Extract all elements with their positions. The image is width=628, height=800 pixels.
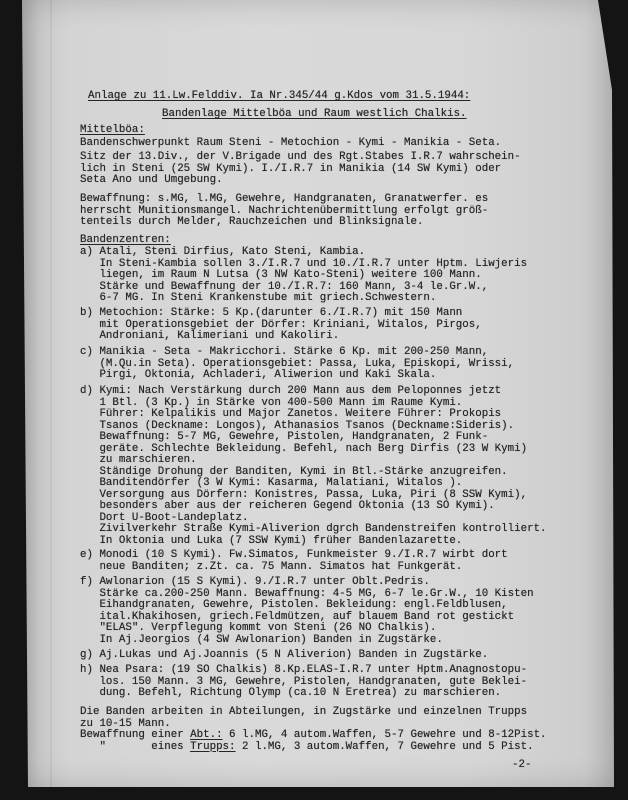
center-d-line-12: Dort U-Boot-Landeplatz. bbox=[99, 511, 249, 524]
center-f-line-6: In Aj.Jeorgios (4 SW Awlonarion) Banden in Zugstärke. bbox=[99, 633, 443, 646]
line-text: Monodi (10 S Kymi). Fw.Simatos, Funkmeister 9./I.R.7 wirbt dort bbox=[99, 549, 508, 561]
section-heading bbox=[80, 125, 145, 137]
trupp-text: 2 l.MG, 3 autom.Waffen, 7 Gewehre und 5 Pist. bbox=[242, 740, 534, 753]
trupp-lead: eines bbox=[151, 740, 184, 753]
line-text: Nea Psara: (19 SO Chalkis) 8.Kp.ELAS-I.R.7 unter Hptm.Anagnostopu- bbox=[99, 664, 528, 676]
document-title bbox=[162, 109, 467, 121]
center-item-e bbox=[80, 550, 508, 573]
ditto-mark: " bbox=[99, 740, 106, 753]
line-text: Awlonarion (15 S Kymi). 9./I.R.7 unter Oblt.Pedris. bbox=[99, 576, 430, 588]
center-d-line-13: Zivilverkehr Straße Kymi-Aliverion dgrch Bandenstreifen kontrolliert. bbox=[99, 523, 547, 535]
line-text: Manikia - Seta - Makricchori. Stärke 6 Kp. mit 200-250 Mann, bbox=[99, 346, 489, 358]
center-b-line-2: mit Operationsgebiet der Dörfer: Kriniani, Witalos, Pirgos, bbox=[99, 318, 482, 331]
center-d-line-9: Banditendörfer (3 W Kymi: Kasarma, Malatiani, Witalos ). bbox=[99, 477, 463, 489]
seat-line-3: Seta Ano und Umgebung. bbox=[80, 174, 223, 186]
center-c-line-3: Pirgi, Oktonia, Achladeri, Aliwerion und Kaki Skala. bbox=[99, 369, 437, 381]
center-f-line-4: ital.Khakihosen, griech.Feldmützen, auf blauem Band rot gestickt bbox=[99, 610, 515, 623]
armament-line-1: Bewaffnung: s.MG, l.MG, Gewehre, Handgranaten, Granatwerfer. es bbox=[80, 193, 489, 205]
armament-line-2: herrscht Munitionsmangel. Nachrichtenübermittlung erfolgt größ- bbox=[80, 204, 489, 217]
section-label: Mittelböa: bbox=[80, 124, 145, 136]
item-marker: e) bbox=[80, 549, 93, 561]
center-item-d bbox=[80, 386, 547, 547]
center-item-g bbox=[80, 650, 488, 662]
trupp-armament-line bbox=[80, 742, 547, 754]
center-e-line-2: neue Banditen; z.Zt. ca. 75 Mann. Simatos hat Funkgerät. bbox=[99, 560, 463, 573]
center-a-line-4: Stärke und Bewaffnung der 10./I.R.7: 160 Mann, 3-4 le.Gr.W., bbox=[99, 280, 489, 293]
center-item-a bbox=[80, 247, 527, 305]
center-d-line-10: Versorgung aus Dörfern: Konistres, Passa, Luka, Piri (8 SSW Kymi), bbox=[99, 488, 528, 501]
center-f-line-1 bbox=[80, 577, 534, 589]
closing-paragraph bbox=[80, 707, 547, 753]
center-d-line-7: zu marschieren. bbox=[99, 454, 197, 466]
armament-line-3: tenteils durch Melder, Rauchzeichen und Blinksignale. bbox=[80, 216, 424, 228]
center-g-line-1 bbox=[80, 650, 488, 662]
center-item-h bbox=[80, 665, 527, 700]
center-d-line-14: In Oktonia und Luka (7 SSW Kymi) früher Bandenlazarette. bbox=[99, 534, 463, 547]
line-text: Aj.Lukas und Aj.Joannis (5 N Aliverion) Banden in Zugstärke. bbox=[99, 649, 489, 661]
centers-label: Bandenzentren: bbox=[80, 234, 171, 246]
center-d-line-4: Tsanos (Deckname: Longos), Athanasios Tsanos (Deckname:Sideris). bbox=[99, 419, 515, 432]
centers-heading bbox=[80, 235, 171, 247]
seat-line-1: Sitz der 13.Div., der V.Brigade und des Rgt.Stabes I.R.7 wahrschein- bbox=[80, 151, 521, 163]
center-item-f bbox=[80, 577, 534, 646]
abt-text: 6 l.MG, 4 autom.Waffen, 5-7 Gewehre und 8-12Pist. bbox=[229, 729, 547, 741]
item-marker: b) bbox=[80, 307, 93, 319]
center-c-line-2: (M.Qu.in Seta). Operationsgebiet: Passa, Luka, Episkopi, Wrissi, bbox=[99, 357, 515, 370]
item-marker: g) bbox=[80, 649, 93, 661]
center-e-line-1 bbox=[80, 550, 508, 562]
center-d-line-5: Bewaffnung: 5-7 MG, Gewehre, Pistolen, Handgranaten, 2 Funk- bbox=[99, 431, 489, 443]
center-d-line-6: geräte. Schlechte Bekleidung. Befehl, nach Berg Dirfis (23 W Kymi) bbox=[99, 442, 528, 455]
line-text: Atali, Steni Dirfius, Kato Steni, Kambia. bbox=[99, 246, 366, 258]
center-h-line-2: los. 150 Mann. 3 MG, Gewehre, Pistolen, Handgranaten, gute Beklei- bbox=[99, 675, 528, 688]
trupp-label: Trupps: bbox=[190, 740, 236, 753]
center-d-line-3: Führer: Kelpalikis und Major Zanetos. Weitere Führer: Prokopis bbox=[99, 408, 502, 420]
center-h-line-1 bbox=[80, 665, 527, 677]
item-marker: h) bbox=[80, 664, 93, 676]
center-a-line-1 bbox=[80, 247, 527, 259]
seat-paragraph bbox=[80, 152, 521, 187]
center-d-line-8: Ständige Drohung der Banditen, Kymi in Btl.-Stärke anzugreifen. bbox=[99, 465, 508, 478]
abt-lead: Bewaffnung einer bbox=[80, 729, 184, 741]
closing-line-1: Die Banden arbeiten in Abteilungen, in Zugstärke und einzelnen Trupps bbox=[80, 706, 528, 718]
armament-paragraph bbox=[80, 194, 488, 229]
item-marker: a) bbox=[80, 246, 93, 258]
center-c-line-1 bbox=[80, 347, 514, 359]
center-d-line-2: 1 Btl. (3 Kp.) in Stärke von 400-500 Mann im Raume Kymi. bbox=[99, 396, 463, 409]
reference-header bbox=[88, 91, 470, 103]
item-marker: d) bbox=[80, 385, 93, 397]
reference-line: Anlage zu 11.Lw.Felddiv. Ia Nr.345/44 g.Kdos vom 31.5.1944: bbox=[88, 90, 471, 102]
center-d-line-11: besonders aber aus der reicheren Gegend Oktonia (13 SO Kymi). bbox=[99, 500, 495, 512]
line-text: Kymi: Nach Verstärkung durch 200 Mann aus dem Peloponnes jetzt bbox=[99, 385, 502, 397]
center-b-line-1 bbox=[80, 308, 482, 320]
center-item-c bbox=[80, 347, 514, 382]
center-h-line-3: dung. Befehl, Richtung Olymp (ca.10 N Eretrea) zu marschieren. bbox=[99, 687, 502, 699]
center-f-line-3: Eihandgranaten, Gewehre, Pistolen. Bekleidung: engl.Feldblusen, bbox=[99, 599, 508, 611]
focus-paragraph bbox=[80, 138, 501, 150]
title-line: Bandenlage Mittelböa und Raum westlich Chalkis. bbox=[162, 108, 467, 120]
line-text: Metochion: Stärke: 5 Kp.(darunter 6./I.R.7) mit 150 Mann bbox=[99, 307, 463, 319]
center-a-line-5: 6-7 MG. In Steni Krankenstube mit griech.Schwestern. bbox=[99, 292, 437, 304]
item-marker: c) bbox=[80, 346, 93, 358]
center-item-b bbox=[80, 308, 482, 343]
focus-line: Bandenschwerpunkt Raum Steni - Metochion - Kymi - Manikia - Seta. bbox=[80, 137, 502, 149]
center-f-line-2: Stärke ca.200-250 Mann. Bewaffnung: 4-5 MG, 6-7 le.Gr.W., 10 Kisten bbox=[99, 587, 534, 600]
page-number-text: -2- bbox=[512, 759, 532, 771]
center-b-line-3: Androniani, Kalimeriani und Kakoliri. bbox=[99, 330, 340, 342]
abt-label: Abt.: bbox=[190, 729, 223, 741]
item-marker: f) bbox=[80, 576, 93, 588]
page-number bbox=[512, 760, 531, 772]
center-a-line-2: In Steni-Kambia sollen 3./I.R.7 und 10./I.R.7 unter Hptm. Liwjeris bbox=[99, 257, 528, 270]
seat-line-2: lich in Steni (25 SW Kymi). I./I.R.7 in Manikia (14 SW Kymi) oder bbox=[80, 162, 502, 175]
center-d-line-1 bbox=[80, 386, 547, 398]
center-a-line-3: liegen, im Raum N Lutsa (3 NW Kato-Steni) weitere 100 Mann. bbox=[99, 269, 482, 281]
closing-line-2: zu 10-15 Mann. bbox=[80, 717, 171, 730]
center-f-line-5: "ELAS". Verpflegung kommt von Steni (26 NO Chalkis). bbox=[99, 622, 437, 634]
